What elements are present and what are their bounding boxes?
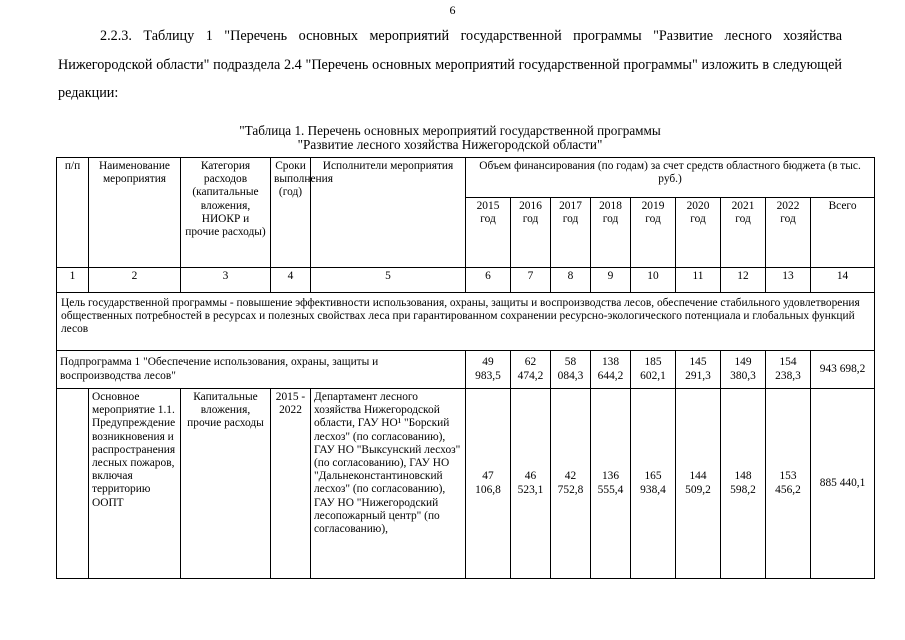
- measure-executors: Департамент лесного хозяйства Нижегородской области, ГАУ НО¹ "Борский лесхоз" (по согласованию), ГАУ НО "Выксунский лесхоз" (по согласованию), ГАУ НО "Дальнеконстантиновский лесхоз" (по согласованию), ГАУ НО "Нижегородский лесопожарный центр" (по согласованию),: [311, 389, 466, 579]
- table-caption: [150, 124, 750, 152]
- measure-period: 2015 - 2022: [271, 389, 311, 579]
- table-caption-line-2: "Развитие лесного хозяйства Нижегородской области": [297, 137, 603, 152]
- measure-value: 165 938,4: [631, 389, 676, 579]
- column-number: 5: [311, 268, 466, 293]
- column-number: 11: [676, 268, 721, 293]
- measures-table: [56, 157, 875, 579]
- header-year: 2015 год: [466, 198, 511, 268]
- subprogram-value: 185 602,1: [631, 351, 676, 389]
- subprogram-value: 138 644,2: [591, 351, 631, 389]
- header-year: 2020 год: [676, 198, 721, 268]
- subprogram-value: 145 291,3: [676, 351, 721, 389]
- header-executors: Исполнители мероприятия: [311, 158, 466, 268]
- measure-row: [57, 389, 875, 579]
- subprogram-value: 149 380,3: [721, 351, 766, 389]
- header-total: Всего: [811, 198, 875, 268]
- header-pp: п/п: [57, 158, 89, 268]
- measure-value: 136 555,4: [591, 389, 631, 579]
- column-number: 9: [591, 268, 631, 293]
- column-number: 14: [811, 268, 875, 293]
- column-number: 3: [181, 268, 271, 293]
- subprogram-value: 49 983,5: [466, 351, 511, 389]
- subprogram-total: 943 698,2: [811, 351, 875, 389]
- header-name: Наименование мероприятия: [89, 158, 181, 268]
- column-number: 12: [721, 268, 766, 293]
- measure-name: Основное мероприятие 1.1. Предупреждение возникновения и распространения лесных пожаров, включая территорию ООПТ: [89, 389, 181, 579]
- intro-paragraph: 2.2.3. Таблицу 1 "Перечень основных мероприятий государственной программы "Развитие лесного хозяйства Нижегородской области" подраздела 2.4 "Перечень основных мероприятий государственной программы" изложить в следующей редакции:: [58, 28, 842, 101]
- column-number: 7: [511, 268, 551, 293]
- subprogram-value: 58 084,3: [551, 351, 591, 389]
- measure-value: 47 106,8: [466, 389, 511, 579]
- header-row-1: [57, 158, 875, 198]
- measure-value: 144 509,2: [676, 389, 721, 579]
- column-number: 6: [466, 268, 511, 293]
- table-caption-line-1: "Таблица 1. Перечень основных мероприятий государственной программы: [239, 123, 661, 138]
- column-number: 10: [631, 268, 676, 293]
- measure-value: 153 456,2: [766, 389, 811, 579]
- header-year: 2016 год: [511, 198, 551, 268]
- header-year: 2021 год: [721, 198, 766, 268]
- column-number: 4: [271, 268, 311, 293]
- measure-total: 885 440,1: [811, 389, 875, 579]
- measure-value: 42 752,8: [551, 389, 591, 579]
- column-number: 2: [89, 268, 181, 293]
- goal-row: [57, 293, 875, 351]
- measure-value: 46 523,1: [511, 389, 551, 579]
- page-number: 6: [449, 3, 456, 17]
- header-year: 2017 год: [551, 198, 591, 268]
- measure-pp: [57, 389, 89, 579]
- header-category: Категория расходов (капитальные вложения, НИОКР и прочие расходы): [181, 158, 271, 268]
- header-funding: Объем финансирования (по годам) за счет средств областного бюджета (в тыс. руб.): [466, 158, 875, 198]
- measure-value: 148 598,2: [721, 389, 766, 579]
- measure-category: Капитальные вложения, прочие расходы: [181, 389, 271, 579]
- header-year: 2022 год: [766, 198, 811, 268]
- header-year: 2018 год: [591, 198, 631, 268]
- subprogram-row: [57, 351, 875, 389]
- subprogram-name: Подпрограмма 1 "Обеспечение использования, охраны, защиты и воспроизводства лесов": [57, 351, 466, 389]
- column-number: 13: [766, 268, 811, 293]
- goal-text: Цель государственной программы - повышение эффективности использования, охраны, защиты и воспроизводства лесов, обеспечение стабильного удовлетворения общественных потребностей в ресурсах и полезных свойствах леса при гарантированном сохранении ресурсно-экологического потенциала и глобальных функций лесов: [57, 293, 875, 351]
- column-number: 1: [57, 268, 89, 293]
- header-period: Сроки выполнения (год): [271, 158, 311, 268]
- column-number: 8: [551, 268, 591, 293]
- header-year: 2019 год: [631, 198, 676, 268]
- subprogram-value: 62 474,2: [511, 351, 551, 389]
- subprogram-value: 154 238,3: [766, 351, 811, 389]
- column-numbers-row: [57, 268, 875, 293]
